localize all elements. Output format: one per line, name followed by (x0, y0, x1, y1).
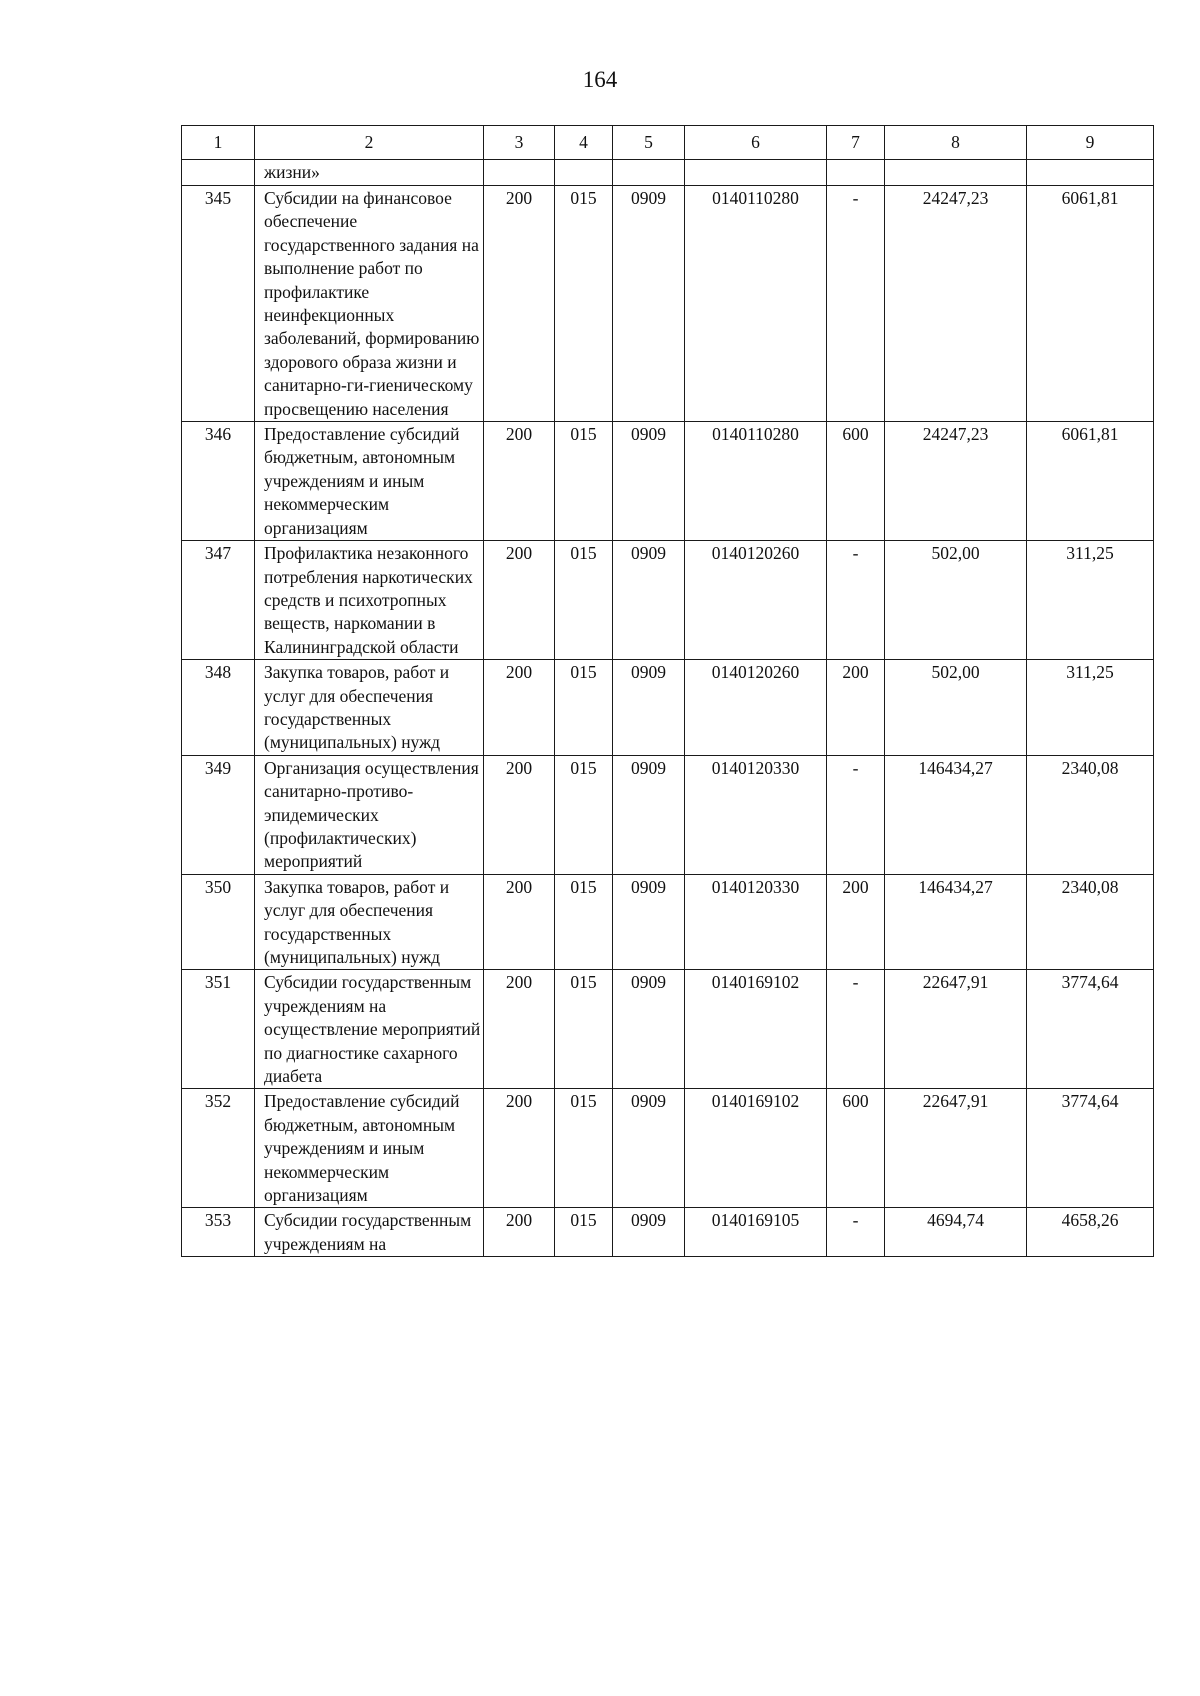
budget-table (181, 125, 1154, 1257)
row-col-5: 0909 (613, 970, 685, 1089)
row-name: Организация осуществления санитарно-противо-эпидемических (профилактических) мероприятий (255, 755, 484, 874)
header-col-8: 8 (885, 126, 1027, 160)
row-col-3: 200 (484, 1089, 555, 1208)
row-col-8: 22647,91 (885, 1089, 1027, 1208)
row-col-9: 4658,26 (1027, 1208, 1154, 1257)
row-name: Субсидии государственным учреждениям на (255, 1208, 484, 1257)
row-name: Закупка товаров, работ и услуг для обеспечения государственных (муниципальных) нужд (255, 874, 484, 970)
row-col-7: - (827, 1208, 885, 1257)
row-name: Предоставление субсидий бюджетным, автономным учреждениям и иным некоммерческим организациям (255, 1089, 484, 1208)
header-col-4: 4 (555, 126, 613, 160)
table-row (182, 1208, 1154, 1257)
row-col-8: 22647,91 (885, 970, 1027, 1089)
row-col-5: 0909 (613, 1089, 685, 1208)
row-col-7: - (827, 186, 885, 422)
row-col-8 (885, 160, 1027, 186)
row-col-6: 0140110280 (685, 186, 827, 422)
row-col-4: 015 (555, 186, 613, 422)
row-col-8: 146434,27 (885, 874, 1027, 970)
row-col-5 (613, 160, 685, 186)
row-col-7: 600 (827, 1089, 885, 1208)
row-number: 351 (182, 970, 255, 1089)
row-col-7: 600 (827, 422, 885, 541)
row-col-6: 0140120260 (685, 660, 827, 756)
row-number (182, 160, 255, 186)
row-col-3: 200 (484, 874, 555, 970)
row-col-5: 0909 (613, 1208, 685, 1257)
row-col-9: 3774,64 (1027, 1089, 1154, 1208)
row-col-4: 015 (555, 755, 613, 874)
row-col-9: 2340,08 (1027, 755, 1154, 874)
row-col-6: 0140120260 (685, 541, 827, 660)
table-row (182, 874, 1154, 970)
row-col-9: 2340,08 (1027, 874, 1154, 970)
row-col-8: 24247,23 (885, 422, 1027, 541)
row-col-5: 0909 (613, 755, 685, 874)
row-col-9: 311,25 (1027, 660, 1154, 756)
row-col-3: 200 (484, 970, 555, 1089)
row-col-9: 311,25 (1027, 541, 1154, 660)
header-col-3: 3 (484, 126, 555, 160)
table-row (182, 660, 1154, 756)
row-col-3: 200 (484, 1208, 555, 1257)
row-col-4: 015 (555, 422, 613, 541)
row-col-6: 0140169102 (685, 970, 827, 1089)
row-col-4: 015 (555, 874, 613, 970)
row-name: Закупка товаров, работ и услуг для обеспечения государственных (муниципальных) нужд (255, 660, 484, 756)
row-col-8: 4694,74 (885, 1208, 1027, 1257)
row-col-3: 200 (484, 541, 555, 660)
row-col-8: 24247,23 (885, 186, 1027, 422)
table-row (182, 755, 1154, 874)
row-col-4: 015 (555, 660, 613, 756)
row-col-9: 3774,64 (1027, 970, 1154, 1089)
row-col-6: 0140169102 (685, 1089, 827, 1208)
table-row (182, 422, 1154, 541)
continuation-row (182, 160, 1154, 186)
row-number: 352 (182, 1089, 255, 1208)
row-col-6: 0140120330 (685, 755, 827, 874)
row-col-4: 015 (555, 1089, 613, 1208)
row-col-4 (555, 160, 613, 186)
table-row (182, 1089, 1154, 1208)
row-col-8: 502,00 (885, 660, 1027, 756)
header-row (182, 126, 1154, 160)
header-col-5: 5 (613, 126, 685, 160)
row-col-3: 200 (484, 422, 555, 541)
row-col-6: 0140120330 (685, 874, 827, 970)
row-number: 348 (182, 660, 255, 756)
row-col-7: 200 (827, 660, 885, 756)
row-col-4: 015 (555, 1208, 613, 1257)
row-name: жизни» (255, 160, 484, 186)
header-col-7: 7 (827, 126, 885, 160)
row-col-3: 200 (484, 755, 555, 874)
page-number: 164 (582, 67, 618, 92)
row-col-5: 0909 (613, 541, 685, 660)
row-col-7: - (827, 755, 885, 874)
row-col-9: 6061,81 (1027, 186, 1154, 422)
row-col-5: 0909 (613, 186, 685, 422)
row-col-7: 200 (827, 874, 885, 970)
table-row (182, 970, 1154, 1089)
row-col-7: - (827, 970, 885, 1089)
row-name: Субсидии государственным учреждениям на осуществление мероприятий по диагностике сахарного диабета (255, 970, 484, 1089)
row-col-4: 015 (555, 541, 613, 660)
row-col-6: 0140110280 (685, 422, 827, 541)
row-name: Профилактика незаконного потребления наркотических средств и психотропных веществ, наркомании в Калининградской области (255, 541, 484, 660)
header-col-2: 2 (255, 126, 484, 160)
row-col-3: 200 (484, 186, 555, 422)
row-col-3: 200 (484, 660, 555, 756)
header-col-6: 6 (685, 126, 827, 160)
row-col-6 (685, 160, 827, 186)
row-number: 353 (182, 1208, 255, 1257)
row-col-8: 146434,27 (885, 755, 1027, 874)
row-number: 350 (182, 874, 255, 970)
row-col-6: 0140169105 (685, 1208, 827, 1257)
row-col-5: 0909 (613, 660, 685, 756)
row-col-9: 6061,81 (1027, 422, 1154, 541)
row-name: Субсидии на финансовое обеспечение государственного задания на выполнение работ по профилактике неинфекционных заболеваний, формированию здорового образа жизни и санитарно-ги-гиеническому просвещению населения (255, 186, 484, 422)
row-col-3 (484, 160, 555, 186)
row-col-5: 0909 (613, 874, 685, 970)
row-col-7: - (827, 541, 885, 660)
table-row (182, 541, 1154, 660)
header-col-1: 1 (182, 126, 255, 160)
row-col-8: 502,00 (885, 541, 1027, 660)
row-col-5: 0909 (613, 422, 685, 541)
row-number: 349 (182, 755, 255, 874)
row-name: Предоставление субсидий бюджетным, автономным учреждениям и иным некоммерческим организациям (255, 422, 484, 541)
row-col-4: 015 (555, 970, 613, 1089)
row-col-7 (827, 160, 885, 186)
row-col-9 (1027, 160, 1154, 186)
row-number: 347 (182, 541, 255, 660)
row-number: 346 (182, 422, 255, 541)
table-row (182, 186, 1154, 422)
header-col-9: 9 (1027, 126, 1154, 160)
row-number: 345 (182, 186, 255, 422)
